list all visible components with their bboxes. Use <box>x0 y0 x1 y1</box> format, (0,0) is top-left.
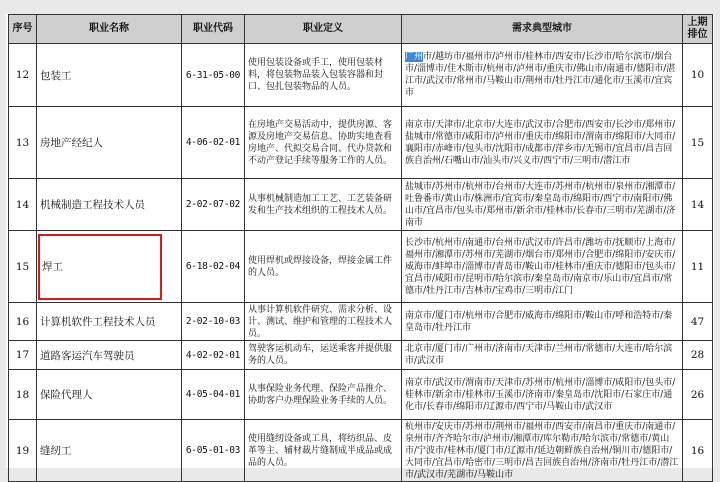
cell-definition: 使用焊机或焊接设备，焊接金属工件的人员。 <box>245 231 402 303</box>
selected-text-highlight: 广州 <box>405 52 424 62</box>
cell-code: 2-02-10-03 <box>182 303 245 341</box>
cell-code: 2-02-07-02 <box>182 179 245 231</box>
cell-seq: 19 <box>9 420 37 482</box>
cell-rank: 10 <box>683 44 713 107</box>
table-row <box>9 341 713 370</box>
cell-rank: 28 <box>683 341 713 370</box>
cell-name: 包装工 <box>37 44 182 107</box>
cell-cities: 南京市/厦门市/杭州市/合肥市/威海市/绵阳市/鞍山市/呼和浩特市/秦皇岛市/牡丹江市 <box>402 303 683 341</box>
table-row <box>9 179 713 231</box>
header-definition: 职业定义 <box>245 15 402 44</box>
cell-cities: 北京市/厦门市/广州市/济南市/天津市/兰州市/常德市/大连市/哈尔滨市/武汉市 <box>402 341 683 370</box>
cell-definition: 使用包装设备或手工，使用包装材料，将包装物品装入包装容器和封口、包扎包装物品的人员。 <box>245 44 402 107</box>
occupation-table <box>8 14 713 482</box>
cell-name-text: 焊工 <box>42 260 63 273</box>
cell-seq: 13 <box>9 107 37 179</box>
cell-seq: 17 <box>9 341 37 370</box>
cell-definition: 从事保险业务代理、保险产品推介、协助客户办理保险业务手续的人员。 <box>245 370 402 420</box>
cell-name: 房地产经纪人 <box>37 107 182 179</box>
table-row <box>9 370 713 420</box>
cell-code: 6-05-01-03 <box>182 420 245 482</box>
cell-rank: 14 <box>683 179 713 231</box>
cell-code: 4-02-02-01 <box>182 341 245 370</box>
cities-text: 市/越坊市/福州市/泸州市/桂林市/西安市/长沙市/哈尔滨市/烟台市/淄博市/佳木斯市/杭州市/泸州市/重庆市/佛山市/南通市/德阳市/湛江市/武汉市/常州市/马鞍山市/荆州市/牡丹江市/通化市/玉溪市/宜宾市 <box>405 52 676 98</box>
cell-definition: 驾驶客运机动车，运送乘客并提供服务的人员。 <box>245 341 402 370</box>
table-row <box>9 231 713 303</box>
cell-cities: 杭州市/安庆市/苏州市/荆州市/福州市/西安市/南昌市/重庆市/南通市/泉州市/齐齐哈尔市/泸州市/湘潭市/库尔勒市/哈尔滨市/常德市/黄山市/宁波市/桂林市/厦门市/辽源市/延边朝鲜族自治州/铜川市/德阳市/大同市/宜昌市/哈密市/三明市/昌吉回族自治州/济南市/牡丹江市/潜江市/武汉市/芜湖市/马鞍山市 <box>402 420 683 482</box>
cell-cities: 南京市/天津市/北京市/大连市/武汉市/合肥市/西安市/长沙市/郑州市/盐城市/常德市/咸阳市/泸州市/重庆市/绵阳市/渭南市/绵阳市/大同市/襄阳市/赤峰市/包头市/沈阳市/成都市/萍乡市/无锡市/宜昌市/昌吉回族自治州/石嘴山市/汕头市/兴义市/西宁市/三明市/潜江市 <box>402 107 683 179</box>
cell-code: 4-05-04-01 <box>182 370 245 420</box>
table-row <box>9 420 713 482</box>
header-code: 职业代码 <box>182 15 245 44</box>
cell-seq: 16 <box>9 303 37 341</box>
cell-code: 4-06-02-01 <box>182 107 245 179</box>
cell-seq: 18 <box>9 370 37 420</box>
cell-rank: 11 <box>683 231 713 303</box>
cell-cities <box>402 44 683 107</box>
cell-definition: 从事机械制造加工工艺、工艺装备研发和生产技术组织的工程技术人员。 <box>245 179 402 231</box>
header-name: 职业名称 <box>37 15 182 44</box>
document-page <box>6 14 714 480</box>
cell-definition: 使用缝纫设备或工具，将纺织品、皮革等主、辅材裁片缝制成半成品或成品的人员。 <box>245 420 402 482</box>
cell-definition: 从事计算机软件研究、需求分析、设计、测试、维护和管理的工程技术人员。 <box>245 303 402 341</box>
cell-seq: 12 <box>9 44 37 107</box>
cell-rank: 15 <box>683 107 713 179</box>
cell-cities: 长沙市/杭州市/南通市/台州市/武汉市/许昌市/潍坊市/抚顺市/上海市/福州市/湘潭市/苏州市/芜湖市/烟台市/郑州市/合肥市/绵阳市/安庆市/威海市/蚌埠市/淄博市/青岛市/鞍山市/桂林市/重庆市/德阳市/包头市/宜昌市/咸阳市/昆明市/哈尔滨市/秦皇岛市/南京市/乐山市/宜昌市/常德市/牡丹江市/吉林市/宝鸡市/三明市/江门 <box>402 231 683 303</box>
cell-seq: 15 <box>9 231 37 303</box>
cell-name <box>37 231 182 303</box>
cell-cities: 盐城市/苏州市/杭州市/台州市/大连市/苏州市/杭州市/泉州市/湘潭市/吐鲁番市/黄山市/株洲市/宜宾市/秦皇岛市/绵阳市/西宁市/南阳市/佛山市/宜昌市/包头市/郑州市/新余市/桂林市/长春市/三明市/芜湖市/济南市 <box>402 179 683 231</box>
table-header-row <box>9 15 713 44</box>
cell-name: 道路客运汽车驾驶员 <box>37 341 182 370</box>
cell-name: 计算机软件工程技术人员 <box>37 303 182 341</box>
table-row <box>9 44 713 107</box>
red-highlight-box <box>38 234 162 300</box>
cell-name: 缝纫工 <box>37 420 182 482</box>
cell-seq: 14 <box>9 179 37 231</box>
cell-name: 机械制造工程技术人员 <box>37 179 182 231</box>
cell-rank: 47 <box>683 303 713 341</box>
cell-rank: 26 <box>683 370 713 420</box>
cell-code: 6-18-02-04 <box>182 231 245 303</box>
cell-code: 6-31-05-00 <box>182 44 245 107</box>
table-row <box>9 303 713 341</box>
header-seq: 序号 <box>9 15 37 44</box>
header-cities: 需求典型城市 <box>402 15 683 44</box>
cell-rank: 16 <box>683 420 713 482</box>
cell-definition: 在房地产交易活动中，提供房源、客源及房地产交易信息、协助实地查看房地产、代拟交易合同、代办贷款和不动产登记手续等服务工作的人员。 <box>245 107 402 179</box>
header-rank: 上期排位 <box>683 15 713 44</box>
cell-name: 保险代理人 <box>37 370 182 420</box>
table-row <box>9 107 713 179</box>
cell-cities: 南京市/武汉市/渭南市/天津市/苏州市/杭州市/淄博市/咸阳市/包头市/桂林市/新余市/桂林市/玉溪市/济南市/秦皇岛市/沈阳市/石家庄市/通化市/长春市/绵阳市/辽源市/西宁市/马鞍山市/武汉市 <box>402 370 683 420</box>
